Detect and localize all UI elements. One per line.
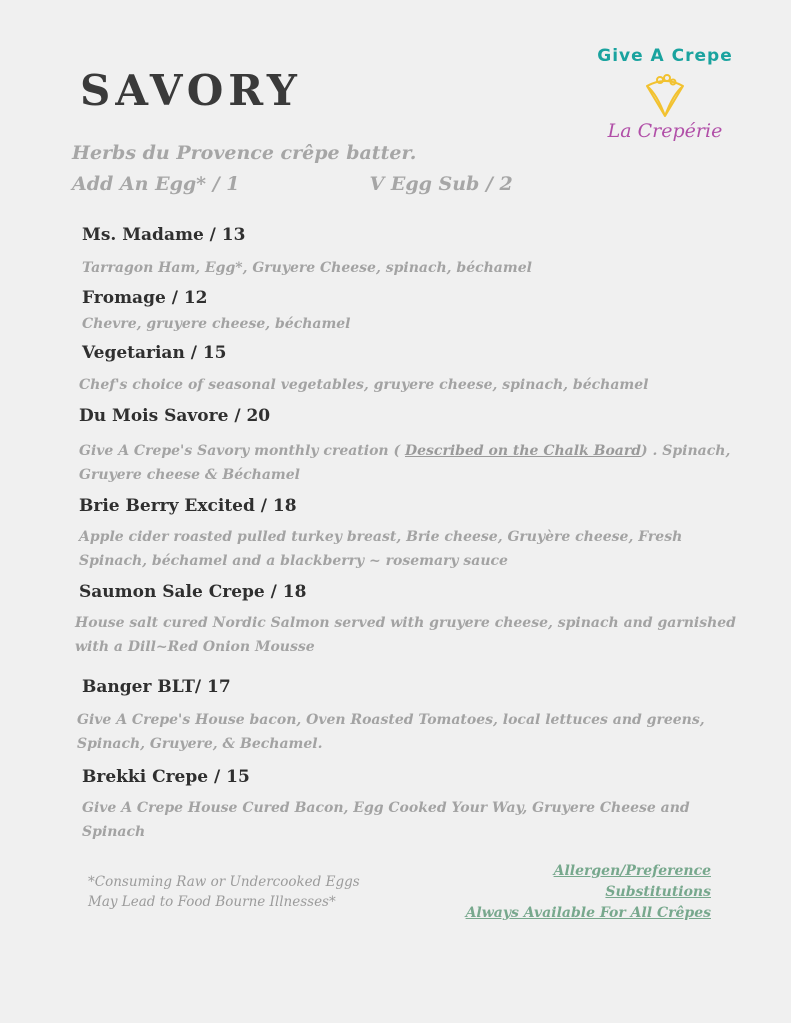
allergen-notice bbox=[421, 861, 711, 924]
raw-egg-disclaimer: *Consuming Raw or Undercooked Eggs May Lead to Food Bourne Illnesses* bbox=[88, 874, 360, 910]
egg-options bbox=[72, 169, 513, 200]
description-text: Give A Crepe's Savory monthly creation ( bbox=[79, 443, 405, 459]
page-title: SAVORY bbox=[80, 66, 302, 115]
vegan-egg-sub-option: V Egg Sub / 2 bbox=[369, 173, 513, 195]
menu-item-description: Tarragon Ham, Egg*, Gruyere Cheese, spinach, béchamel bbox=[82, 260, 532, 276]
menu-item-name: Brie Berry Excited / 18 bbox=[79, 496, 297, 516]
menu-item-name: Fromage / 12 bbox=[82, 288, 208, 308]
menu-item-description bbox=[79, 439, 749, 487]
crepe-cone-icon bbox=[643, 72, 687, 118]
logo-subtitle: La Crepérie bbox=[607, 120, 723, 142]
menu-item-description: Apple cider roasted pulled turkey breast, Brie cheese, Gruyère cheese, Fresh Spinach, béchamel and a blackberry ~ rosemary sauce bbox=[79, 529, 683, 569]
allergen-line: Substitutions bbox=[605, 884, 711, 900]
menu-item-name: Banger BLT/ 17 bbox=[82, 677, 231, 697]
menu-item-description: House salt cured Nordic Salmon served with gruyere cheese, spinach and garnished with a Dill~Red Onion Mousse bbox=[75, 615, 736, 655]
batter-description: Herbs du Provence crêpe batter. bbox=[72, 142, 417, 164]
batter-intro bbox=[72, 138, 513, 200]
menu-item-description: Give A Crepe House Cured Bacon, Egg Cooked Your Way, Gruyere Cheese and Spinach bbox=[82, 800, 690, 840]
menu-item-name: Saumon Sale Crepe / 18 bbox=[79, 582, 307, 602]
menu-item-name: Du Mois Savore / 20 bbox=[79, 406, 271, 426]
logo-name: Give A Crepe bbox=[597, 46, 733, 66]
menu-item-name: Ms. Madame / 13 bbox=[82, 225, 246, 245]
menu-item-description: Chef's choice of seasonal vegetables, gruyere cheese, spinach, béchamel bbox=[79, 377, 649, 393]
menu-item-name: Brekki Crepe / 15 bbox=[82, 767, 250, 787]
allergen-line: Allergen/Preference bbox=[553, 863, 711, 879]
brand-logo bbox=[590, 46, 740, 142]
menu-item-description: Give A Crepe's House bacon, Oven Roasted Tomatoes, local lettuces and greens, Spinach, Gruyere, & Bechamel. bbox=[77, 712, 705, 752]
add-egg-option: Add An Egg* / 1 bbox=[72, 173, 240, 195]
description-text: ) . Spinach, Gruyere cheese & Béchamel bbox=[79, 443, 731, 483]
chalk-board-link: Described on the Chalk Board bbox=[405, 443, 642, 459]
menu-item-description: Chevre, gruyere cheese, béchamel bbox=[82, 316, 351, 332]
menu-item-name: Vegetarian / 15 bbox=[82, 343, 227, 363]
allergen-line: Always Available For All Crêpes bbox=[465, 905, 711, 921]
